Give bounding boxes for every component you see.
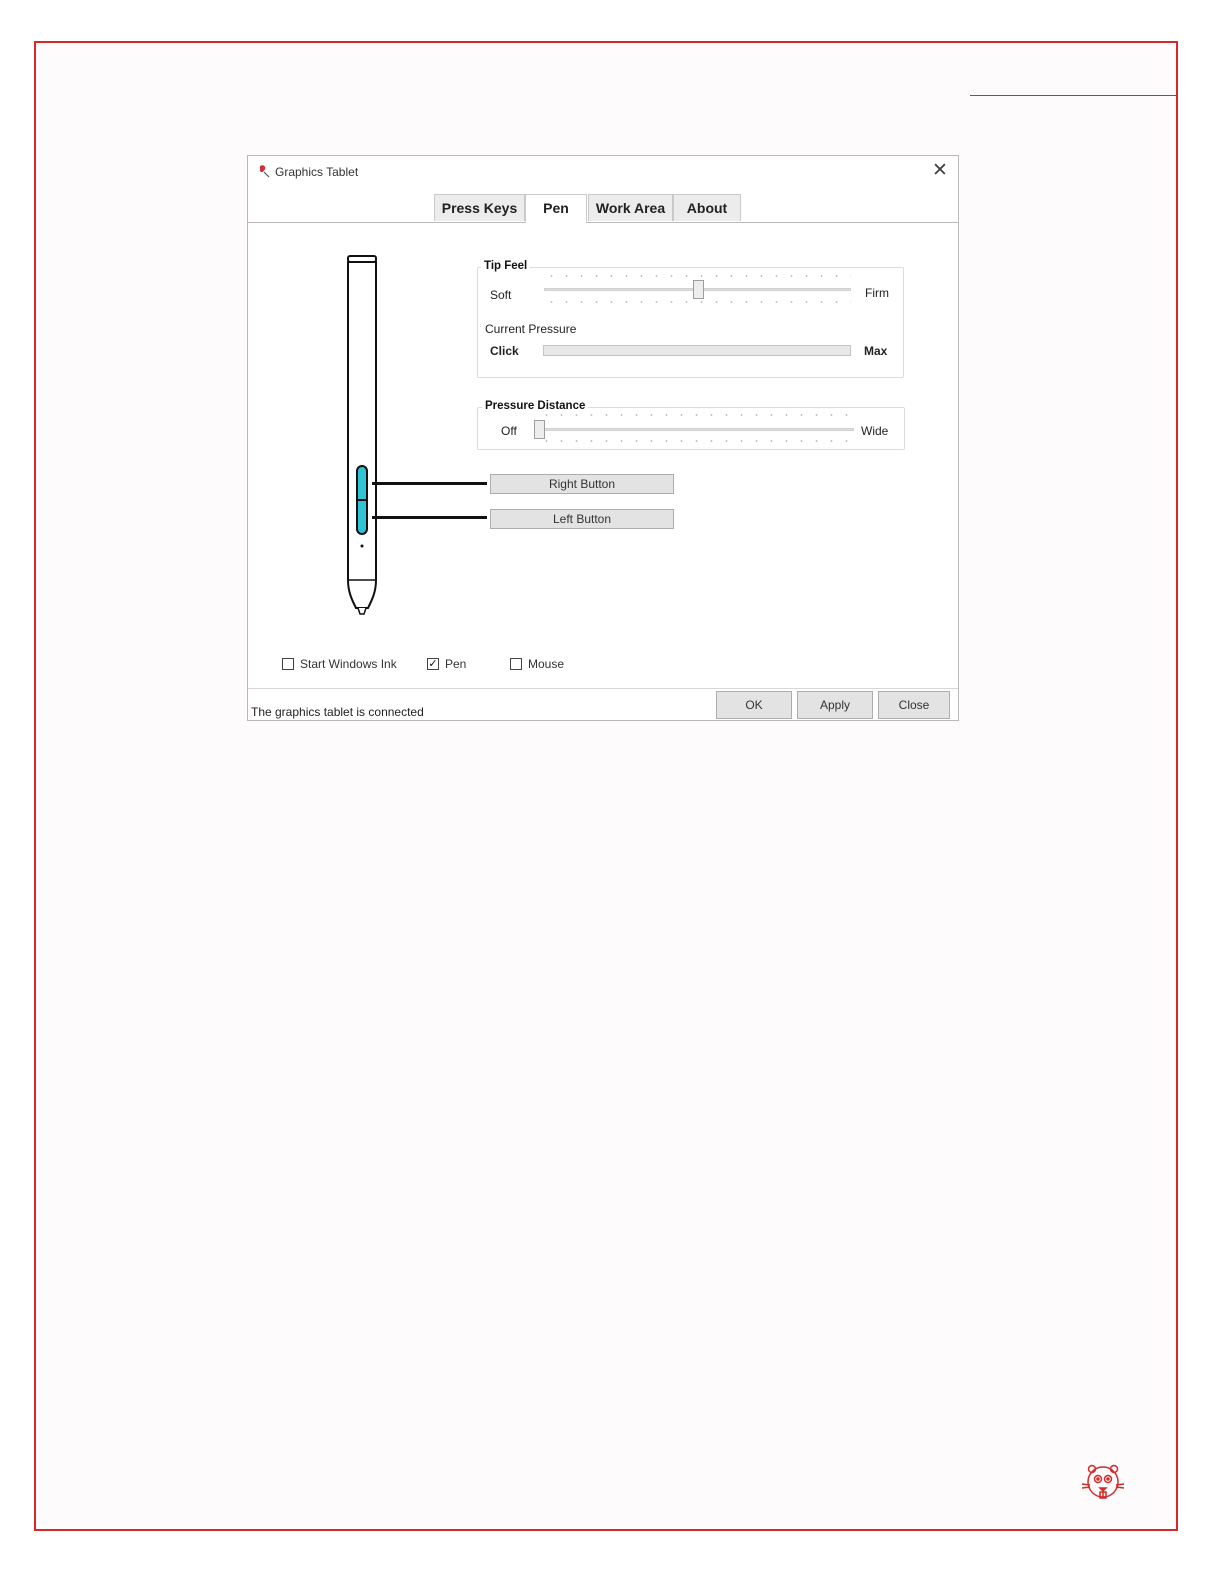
tip-feel-soft-label: Soft xyxy=(490,288,512,302)
pressure-distance-title: Pressure Distance xyxy=(482,400,588,412)
current-pressure-label: Current Pressure xyxy=(485,322,577,336)
tab-press-keys[interactable]: Press Keys xyxy=(434,194,525,221)
tip-feel-ticks-bottom xyxy=(544,301,851,303)
pressure-distance-slider-thumb[interactable] xyxy=(534,420,545,439)
window-title: Graphics Tablet xyxy=(275,165,359,179)
close-icon[interactable]: ✕ xyxy=(932,160,948,181)
pressure-max-label: Max xyxy=(864,344,888,358)
pressure-distance-ticks-top xyxy=(539,414,854,416)
mouse-option[interactable] xyxy=(510,657,564,671)
pressure-distance-ticks-bottom xyxy=(539,440,854,442)
tab-work-area[interactable]: Work Area xyxy=(588,194,673,221)
pressure-click-label: Click xyxy=(490,344,519,358)
right-button-mapping[interactable]: Right Button xyxy=(490,474,674,494)
mouse-checkbox[interactable] xyxy=(510,658,522,670)
pen-option-label: Pen xyxy=(445,657,467,671)
tab-strip xyxy=(248,194,958,223)
start-windows-ink-option[interactable] xyxy=(282,657,397,671)
tip-feel-slider-thumb[interactable] xyxy=(693,280,704,299)
current-pressure-bar xyxy=(543,345,851,356)
ok-button[interactable]: OK xyxy=(716,691,792,719)
left-button-leader-line xyxy=(372,516,487,519)
close-button[interactable]: Close xyxy=(878,691,950,719)
right-button-leader-line xyxy=(372,482,487,485)
mouse-option-label: Mouse xyxy=(528,657,565,671)
tip-feel-ticks-top xyxy=(544,275,851,277)
left-button-mapping[interactable]: Left Button xyxy=(490,509,674,529)
tip-feel-title: Tip Feel xyxy=(481,260,530,272)
title-bar xyxy=(248,156,958,188)
pressure-distance-wide-label: Wide xyxy=(861,424,889,438)
graphics-tablet-app-icon xyxy=(257,164,271,178)
start-windows-ink-label: Start Windows Ink xyxy=(300,657,397,671)
pressure-distance-off-label: Off xyxy=(501,424,517,438)
pen-checkbox[interactable]: ✓ xyxy=(428,658,438,670)
pressure-distance-slider-track[interactable] xyxy=(539,428,854,431)
stylus-pen-illustration xyxy=(338,254,378,616)
start-windows-ink-checkbox[interactable] xyxy=(282,658,294,670)
header-rule xyxy=(970,95,1178,96)
graphics-tablet-window xyxy=(247,155,959,721)
tip-feel-firm-label: Firm xyxy=(865,286,889,300)
pen-option[interactable] xyxy=(427,657,466,671)
apply-button[interactable]: Apply xyxy=(797,691,873,719)
footer-divider xyxy=(248,688,958,689)
tab-pen[interactable]: Pen xyxy=(525,194,587,223)
connection-status: The graphics tablet is connected xyxy=(251,705,424,719)
beaver-mascot-icon xyxy=(1078,1460,1128,1508)
tab-about[interactable]: About xyxy=(673,194,741,221)
